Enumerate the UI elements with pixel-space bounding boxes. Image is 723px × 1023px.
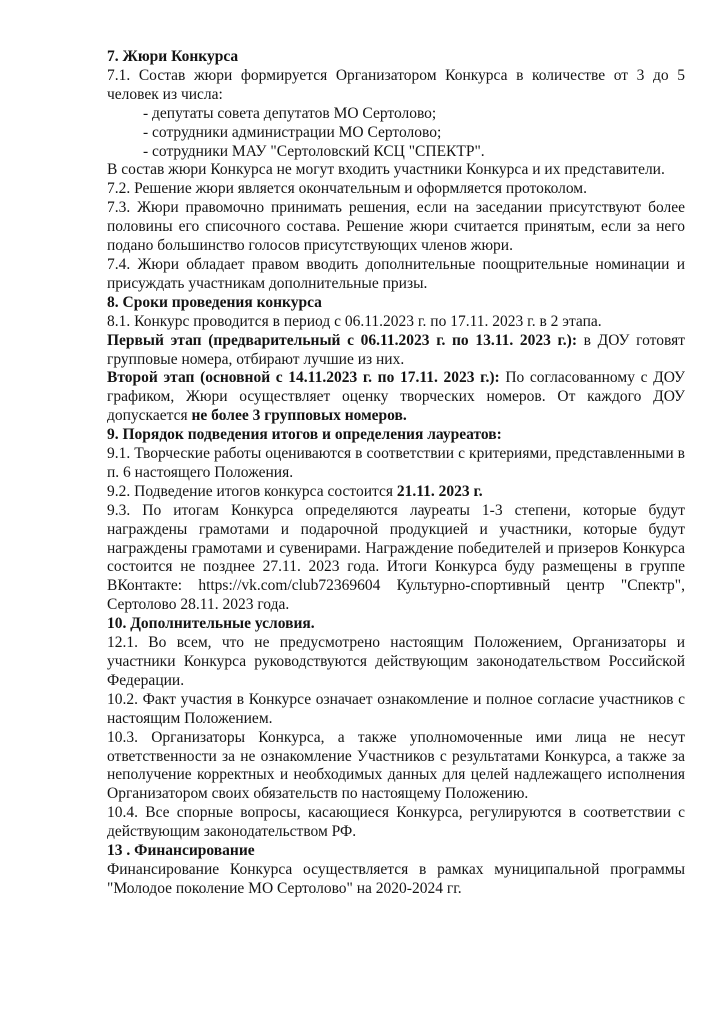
- stage-1-title: Первый этап (предварительный с 06.11.2023 г. по 13.11. 2023 г.):: [107, 331, 578, 349]
- stage-2-limit: не более 3 групповых номеров.: [191, 407, 407, 425]
- stage-2-paragraph: [107, 369, 685, 426]
- jury-list-item: - сотрудники МАУ "Сертоловский КСЦ "СПЕКТР".: [143, 142, 485, 160]
- paragraph-7-3: 7.3. Жюри правомочно принимать решения, если на заседании присутствуют более половины его списочного состава. Решение жюри считается принятым, если за него подано большинство голосов присутствующих членов жюри.: [107, 199, 685, 255]
- section-13-heading: 13 . Финансирование: [107, 842, 255, 860]
- stage-1-text: в ДОУ готовят групповые номера, отбирают лучшие из них.: [107, 331, 685, 368]
- jury-list-item: - сотрудники администрации МО Сертолово;: [143, 123, 442, 141]
- stage-2-text: По согласованному с ДОУ графиком, Жюри осуществляет оценку творческих номеров. От каждого ДОУ допускается: [107, 369, 685, 425]
- paragraph-7-4: 7.4. Жюри обладает правом вводить дополнительные поощрительные номинации и присуждать участникам дополнительные призы.: [107, 255, 685, 292]
- paragraph-8-1: 8.1. Конкурс проводится в период с 06.11.2023 г. по 17.11. 2023 г. в 2 этапа.: [107, 312, 602, 330]
- section-8-heading: 8. Сроки проведения конкурса: [107, 293, 322, 311]
- paragraph-9-1: 9.1. Творческие работы оцениваются в соответствии с критериями, представленными в п. 6 настоящего Положения.: [107, 445, 685, 481]
- stage-1-paragraph: [107, 332, 685, 370]
- section-7-heading: 7. Жюри Конкурса: [107, 48, 239, 65]
- paragraph-9-2-text: 9.2. Подведение итогов конкурса состоится: [107, 482, 397, 500]
- paragraph-9-3: 9.3. По итогам Конкурса определяются лауреаты 1-3 степени, которые будут награждены грамотами и подарочной продукцией и участники, которые будут награждены грамотами и сувенирами. Награждение победителей и призеров Конкурса состоится не позднее 27.11. 2023 года. Итоги Конкурса буду размещены в группе ВКонтакте: https://vk.com/club72369604 Культурно-спортивный центр "Спектр", Сертолово 28.11. 2023 года.: [107, 501, 685, 614]
- paragraph-10-3: 10.3. Организаторы Конкурса, а также уполномоченные ими лица не несут ответственности за не ознакомление Участников с результатами Конкурса, а также за неполучение корректных и необходимых данных для целей надлежащего исполнения Организатором своих обязательств по настоящему Положению.: [107, 728, 685, 803]
- paragraph-10-2: 10.2. Факт участия в Конкурсе означает ознакомление и полное согласие участников с настоящим Положением.: [107, 690, 685, 727]
- results-date: 21.11. 2023 г.: [396, 482, 483, 500]
- jury-list-item: - депутаты совета депутатов МО Сертолово;: [143, 104, 437, 122]
- jury-exclusion-paragraph: В состав жюри Конкурса не могут входить участники Конкурса и их представители.: [107, 161, 665, 179]
- paragraph-10-4: 10.4. Все спорные вопросы, касающиеся Конкурса, регулируются в соответствии с действующим законодательством РФ.: [107, 804, 685, 841]
- section-9-heading: 9. Порядок подведения итогов и определения лауреатов:: [107, 426, 502, 444]
- paragraph-7-2: 7.2. Решение жюри является окончательным и оформляется протоколом.: [107, 180, 587, 198]
- stage-2-title: Второй этап (основной с 14.11.2023 г. по 17.11. 2023 г.):: [107, 369, 500, 387]
- section-10-heading: 10. Дополнительные условия.: [107, 615, 315, 633]
- paragraph-12-1: 12.1. Во всем, что не предусмотрено настоящим Положением, Организаторы и участники Конкурса руководствуются действующим законодательством Российской Федерации.: [107, 634, 685, 689]
- financing-paragraph: Финансирование Конкурса осуществляется в рамках муниципальной программы "Молодое поколение МО Сертолово" на 2020-2024 гг.: [107, 860, 685, 897]
- paragraph-7-1: 7.1. Состав жюри формируется Организатором Конкурса в количестве от 3 до 5 человек из числа:: [107, 66, 685, 103]
- paragraph-9-2: [107, 483, 685, 502]
